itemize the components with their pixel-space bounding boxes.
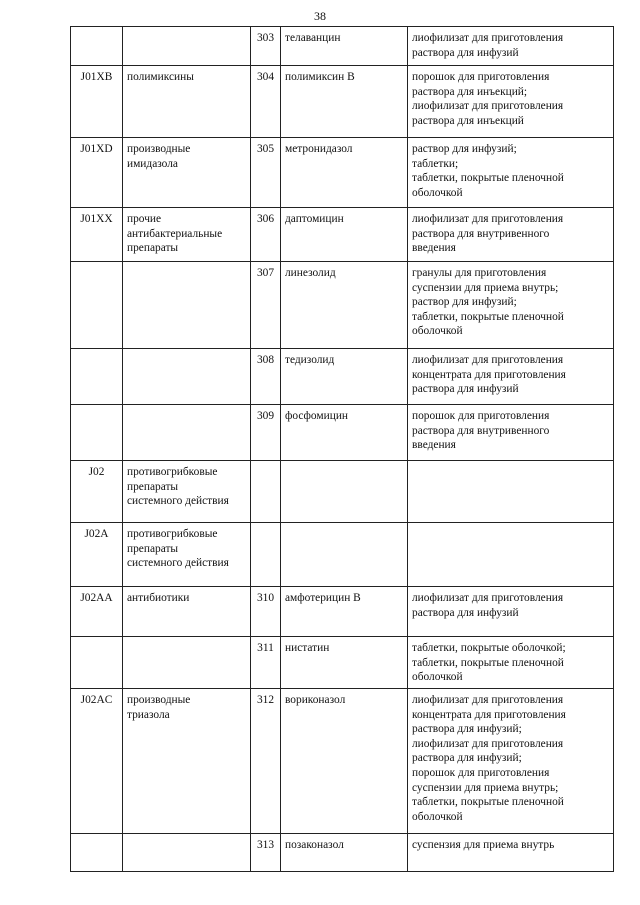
table-row xyxy=(71,461,614,523)
group-name-cell xyxy=(123,405,251,461)
atc-code-cell: J01XD xyxy=(71,138,123,208)
item-number-cell: 307 xyxy=(251,262,281,349)
drug-name-cell: позаконазол xyxy=(281,834,408,872)
drug-name-cell: вориконазол xyxy=(281,689,408,834)
drug-name-cell: нистатин xyxy=(281,637,408,689)
dosage-forms-cell xyxy=(408,523,614,587)
group-name-cell xyxy=(123,637,251,689)
atc-code-cell xyxy=(71,262,123,349)
group-name-cell xyxy=(123,834,251,872)
table-row xyxy=(71,834,614,872)
item-number-cell: 306 xyxy=(251,208,281,262)
drug-table xyxy=(70,26,614,872)
drug-name-cell: тедизолид xyxy=(281,349,408,405)
dosage-forms-cell: порошок для приготовления раствора для инъекций; лиофилизат для приготовления раствора для инъекций xyxy=(408,66,614,138)
atc-code-cell xyxy=(71,834,123,872)
table-row xyxy=(71,262,614,349)
drug-name-cell: метронидазол xyxy=(281,138,408,208)
drug-name-cell: полимиксин В xyxy=(281,66,408,138)
group-name-cell xyxy=(123,262,251,349)
item-number-cell: 308 xyxy=(251,349,281,405)
item-number-cell: 310 xyxy=(251,587,281,637)
item-number-cell: 303 xyxy=(251,27,281,66)
drug-name-cell: фосфомицин xyxy=(281,405,408,461)
group-name-cell: прочие антибактериальные препараты xyxy=(123,208,251,262)
table-row xyxy=(71,208,614,262)
atc-code-cell: J02A xyxy=(71,523,123,587)
atc-code-cell xyxy=(71,637,123,689)
atc-code-cell xyxy=(71,349,123,405)
dosage-forms-cell: лиофилизат для приготовления раствора для инфузий xyxy=(408,587,614,637)
item-number-cell: 309 xyxy=(251,405,281,461)
table-body xyxy=(71,27,614,872)
atc-code-cell: J02AA xyxy=(71,587,123,637)
dosage-forms-cell: порошок для приготовления раствора для внутривенного введения xyxy=(408,405,614,461)
atc-code-cell: J02 xyxy=(71,461,123,523)
group-name-cell: производные имидазола xyxy=(123,138,251,208)
table-row xyxy=(71,587,614,637)
table-row xyxy=(71,405,614,461)
table-row xyxy=(71,66,614,138)
drug-name-cell xyxy=(281,523,408,587)
dosage-forms-cell: лиофилизат для приготовления концентрата для приготовления раствора для инфузий xyxy=(408,349,614,405)
drug-name-cell: амфотерицин В xyxy=(281,587,408,637)
dosage-forms-cell: таблетки, покрытые оболочкой; таблетки, покрытые пленочной оболочкой xyxy=(408,637,614,689)
group-name-cell: противогрибковые препараты системного действия xyxy=(123,461,251,523)
item-number-cell: 305 xyxy=(251,138,281,208)
table-row xyxy=(71,349,614,405)
table-row xyxy=(71,523,614,587)
table-row xyxy=(71,689,614,834)
table-row xyxy=(71,27,614,66)
item-number-cell: 304 xyxy=(251,66,281,138)
atc-code-cell xyxy=(71,405,123,461)
atc-code-cell: J02AC xyxy=(71,689,123,834)
drug-name-cell: линезолид xyxy=(281,262,408,349)
dosage-forms-cell xyxy=(408,461,614,523)
item-number-cell: 312 xyxy=(251,689,281,834)
item-number-cell: 311 xyxy=(251,637,281,689)
group-name-cell xyxy=(123,349,251,405)
dosage-forms-cell: гранулы для приготовления суспензии для приема внутрь; раствор для инфузий; таблетки, покрытые пленочной оболочкой xyxy=(408,262,614,349)
atc-code-cell: J01XX xyxy=(71,208,123,262)
item-number-cell xyxy=(251,523,281,587)
item-number-cell xyxy=(251,461,281,523)
group-name-cell: противогрибковые препараты системного действия xyxy=(123,523,251,587)
atc-code-cell: J01XB xyxy=(71,66,123,138)
dosage-forms-cell: лиофилизат для приготовления раствора для инфузий xyxy=(408,27,614,66)
atc-code-cell xyxy=(71,27,123,66)
drug-name-cell: даптомицин xyxy=(281,208,408,262)
group-name-cell: антибиотики xyxy=(123,587,251,637)
table-row xyxy=(71,637,614,689)
dosage-forms-cell: раствор для инфузий; таблетки; таблетки, покрытые пленочной оболочкой xyxy=(408,138,614,208)
drug-name-cell: телаванцин xyxy=(281,27,408,66)
drug-name-cell xyxy=(281,461,408,523)
dosage-forms-cell: лиофилизат для приготовления концентрата для приготовления раствора для инфузий; лиофилизат для приготовления раствора для инфузий; порошок для приготовления суспензии для приема внутрь; таблетки, покрытые пленочной оболочкой xyxy=(408,689,614,834)
dosage-forms-cell: лиофилизат для приготовления раствора для внутривенного введения xyxy=(408,208,614,262)
group-name-cell: производные триазола xyxy=(123,689,251,834)
group-name-cell xyxy=(123,27,251,66)
dosage-forms-cell: суспензия для приема внутрь xyxy=(408,834,614,872)
item-number-cell: 313 xyxy=(251,834,281,872)
table-row xyxy=(71,138,614,208)
group-name-cell: полимиксины xyxy=(123,66,251,138)
page-number: 38 xyxy=(314,9,326,23)
